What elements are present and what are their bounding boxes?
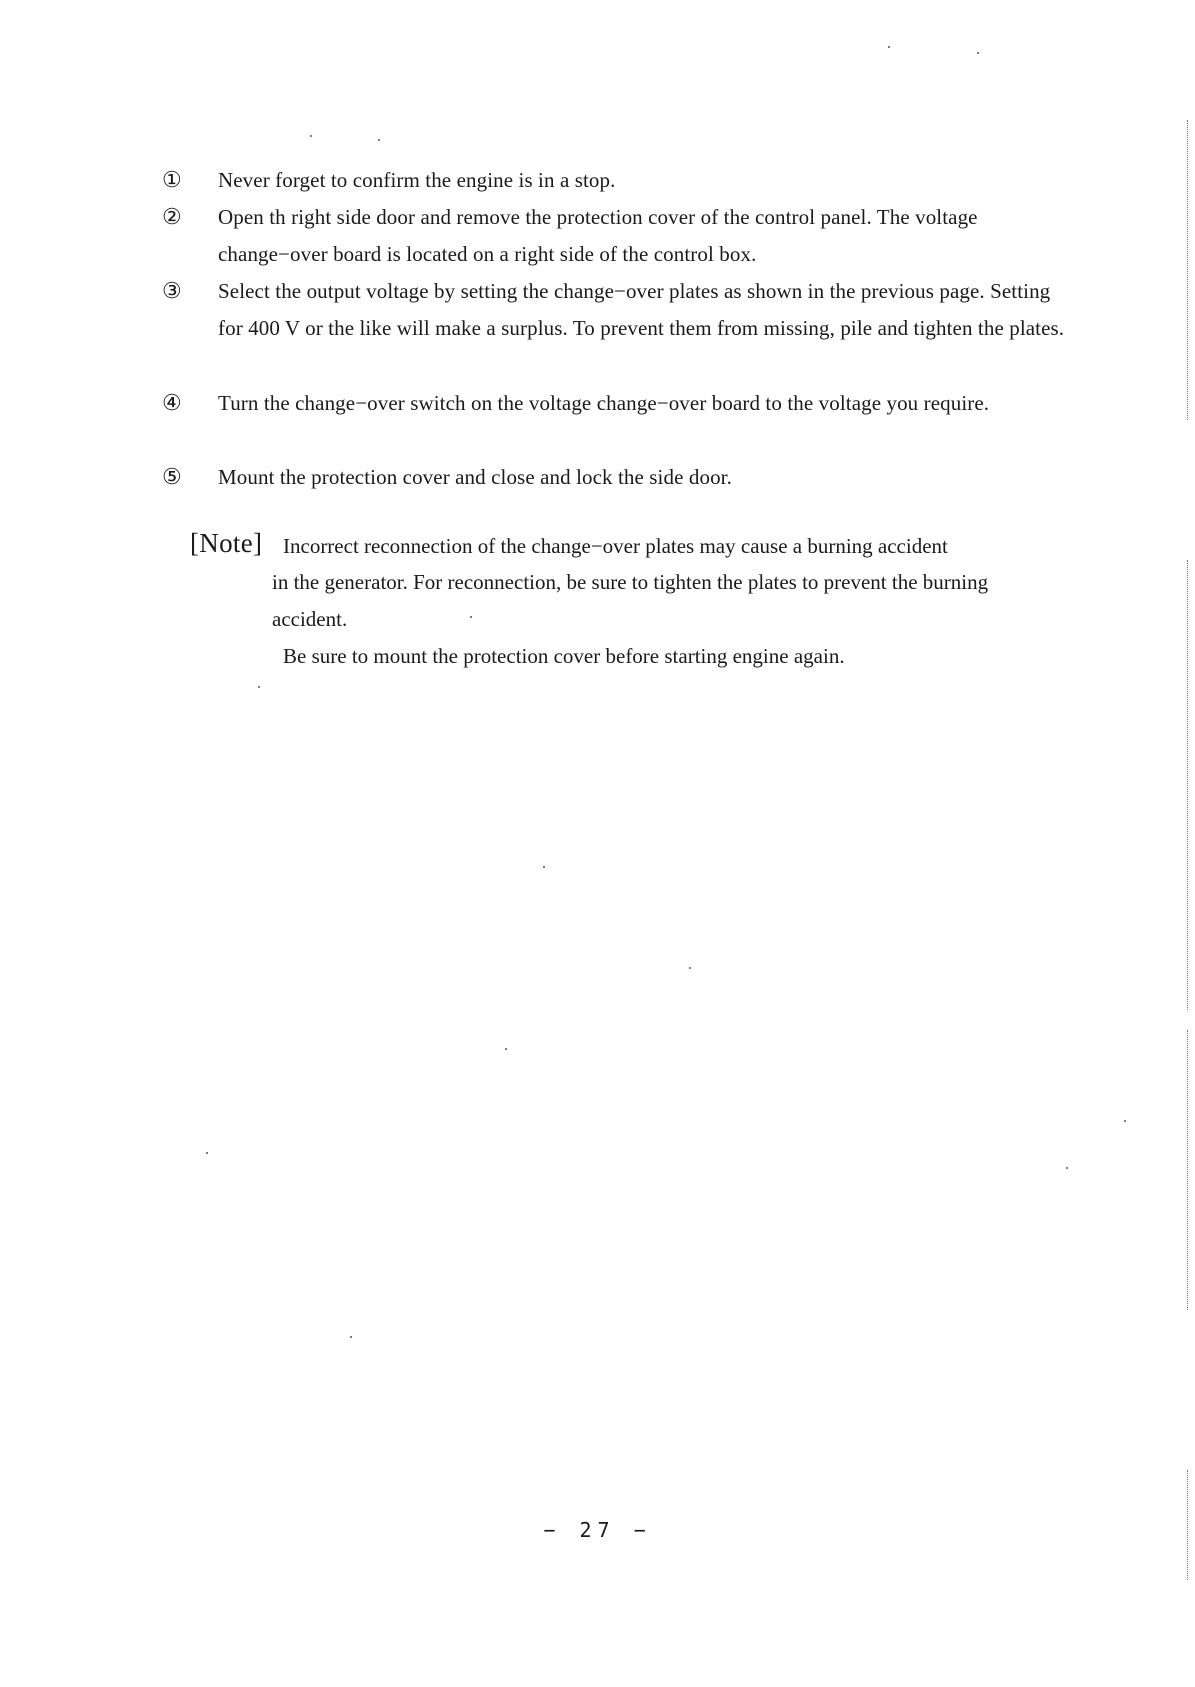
note-label: [Note]: [190, 528, 263, 558]
step-text: Mount the protection cover and close and lock the side door.: [218, 465, 732, 489]
step-item-5: [162, 459, 1078, 496]
scan-speck: [505, 1048, 507, 1050]
scan-speck: [543, 866, 545, 868]
step-item-3: [162, 273, 1078, 346]
scan-speck: [206, 1152, 208, 1154]
scan-speck: [310, 135, 312, 137]
scan-edge-line: [1187, 120, 1189, 420]
scan-edge-line: [1187, 1030, 1189, 1310]
step-text: Never forget to confirm the engine is in a stop.: [218, 168, 616, 192]
scan-edge-line: [1187, 560, 1189, 1010]
step-item-2: [162, 199, 1078, 272]
step-marker: ①: [162, 167, 182, 192]
step-item-4: [162, 385, 1078, 422]
step-marker: ⑤: [162, 464, 182, 489]
step-marker: ③: [162, 278, 182, 303]
step-text: Turn the change−over switch on the voltage change−over board to the voltage you require.: [218, 391, 990, 415]
note-additional: Be sure to mount the protection cover before starting engine again.: [283, 644, 845, 668]
scan-speck: [1066, 1167, 1068, 1169]
scan-speck: [689, 967, 691, 969]
scan-speck: [888, 46, 890, 48]
scan-speck: [470, 616, 472, 618]
scan-speck: [350, 1336, 352, 1338]
scan-edge-line: [1187, 1470, 1189, 1580]
scan-speck: [977, 52, 979, 54]
scan-speck: [258, 686, 260, 688]
page-number: − 27 −: [543, 1518, 652, 1542]
step-text: Open th right side door and remove the protection cover of the control panel. The voltage change−over board is located on a right side of the control box.: [218, 205, 978, 266]
note-body: in the generator. For reconnection, be sure to tighten the plates to prevent the burning accident.: [272, 570, 989, 631]
scan-speck: [378, 139, 380, 141]
step-item-1: [162, 162, 1078, 199]
step-text: Select the output voltage by setting the change−over plates as shown in the previous page. Setting for 400 V or the like will make a surplus. To prevent them from missing, pile and tighten the plates.: [218, 279, 1065, 340]
step-marker: ④: [162, 390, 182, 415]
scan-speck: [1124, 1120, 1126, 1122]
step-marker: ②: [162, 204, 182, 229]
note-first-line: Incorrect reconnection of the change−over plates may cause a burning accident: [283, 534, 948, 558]
